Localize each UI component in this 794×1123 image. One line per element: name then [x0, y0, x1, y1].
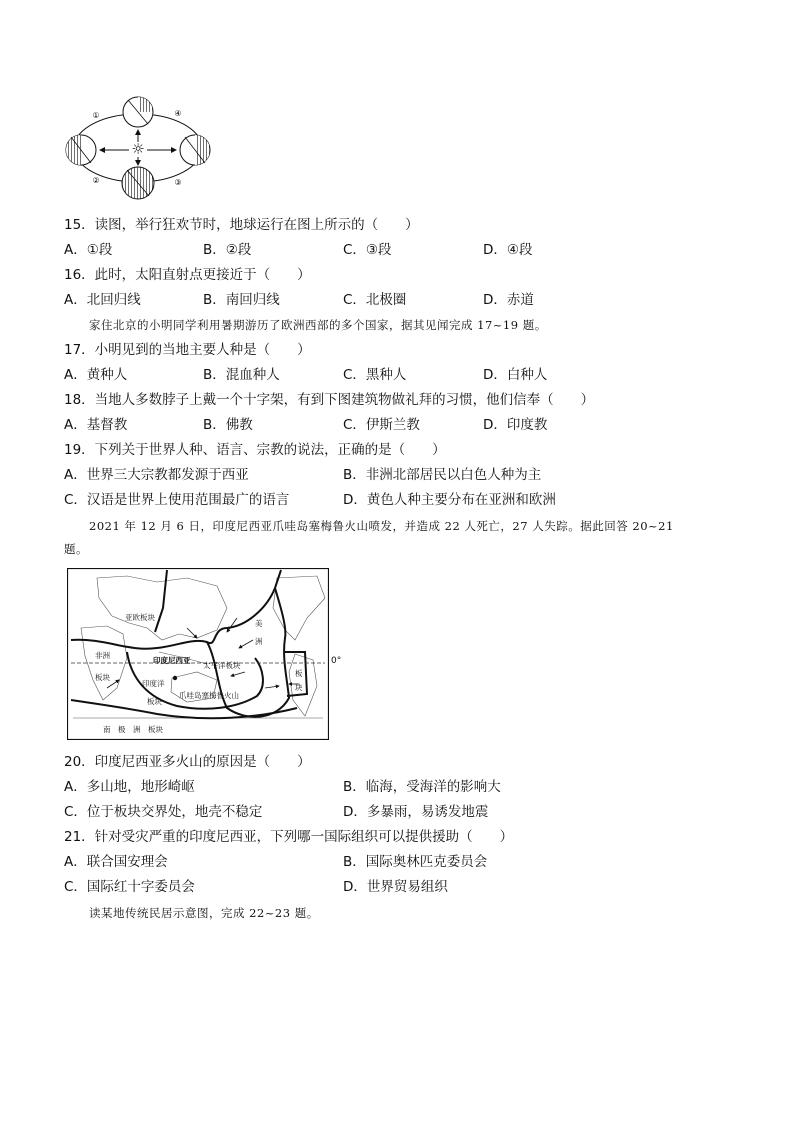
- option-b[interactable]: B．临海，受海洋的影响大: [343, 779, 501, 795]
- segment-label-1: ①: [92, 111, 100, 120]
- label-africa-1: 非洲: [95, 651, 110, 660]
- question-15: 15．读图，举行狂欢节时，地球运行在图上所示的（ ）: [64, 217, 419, 233]
- equator-label: 0°: [331, 656, 342, 666]
- question-18: 18．当地人多数脖子上戴一个十字架，有到下图建筑物做礼拜的习惯，他们信奉（ ）: [64, 392, 595, 408]
- option-d[interactable]: D．白种人: [483, 367, 548, 383]
- earth-orbit-diagram: [62, 94, 214, 202]
- label-indonesia: 印度尼西亚: [153, 656, 191, 665]
- sun-icon: ☼: [131, 140, 145, 158]
- earth-top: [123, 97, 153, 127]
- label-indian-ocean-1: 印度洋: [142, 679, 165, 688]
- label-pacific-plate: 太平洋板块: [203, 661, 241, 670]
- label-plate-2: 块: [295, 683, 303, 692]
- option-b[interactable]: B．佛教: [203, 417, 253, 433]
- label-semeru-volcano: 爪哇岛塞梅鲁火山: [179, 691, 239, 700]
- intro-volcano-line2: 题。: [64, 542, 88, 556]
- segment-label-3: ③: [174, 178, 182, 187]
- earth-left: [66, 135, 96, 165]
- question-18-options: [64, 416, 724, 434]
- option-d[interactable]: D．多暴雨，易诱发地震: [343, 804, 489, 820]
- earth-right: [180, 135, 210, 165]
- option-c[interactable]: C．位于板块交界处，地壳不稳定: [64, 804, 263, 820]
- question-20-options-row2: [64, 803, 724, 821]
- label-africa-2: 板块: [95, 673, 110, 682]
- label-america-1: 美: [255, 619, 263, 628]
- question-15-options: [64, 241, 724, 259]
- option-c[interactable]: C．北极圈: [343, 292, 407, 308]
- intro-europe: 家住北京的小明同学利用暑期游历了欧洲西部的多个国家，据其见闻完成 17~19 题。: [89, 318, 547, 332]
- question-17: 17．小明见到的当地主要人种是（ ）: [64, 342, 311, 358]
- option-a[interactable]: A．基督教: [64, 417, 128, 433]
- plate-map: [67, 568, 329, 740]
- earth-orbit-figure: [62, 94, 214, 202]
- intro-volcano-line1: 2021 年 12 月 6 日，印度尼西亚爪哇岛塞梅鲁火山喷发，并造成 22 人死亡，27 人失踪。据此回答 20~21: [89, 519, 674, 533]
- segment-label-2: ②: [92, 176, 100, 185]
- option-a[interactable]: A．世界三大宗教都发源于西亚: [64, 467, 249, 483]
- question-20: 20．印度尼西亚多火山的原因是（ ）: [64, 754, 311, 770]
- option-b[interactable]: B．非洲北部居民以白色人种为主: [343, 467, 542, 483]
- option-c[interactable]: C．伊斯兰教: [343, 417, 420, 433]
- label-indian-ocean-2: 板块: [147, 697, 162, 706]
- segment-label-4: ④: [174, 109, 182, 118]
- label-america-2: 洲: [255, 637, 263, 646]
- option-d[interactable]: D．黄色人种主要分布在亚洲和欧洲: [343, 492, 556, 508]
- option-a[interactable]: A．①段: [64, 242, 113, 258]
- option-d[interactable]: D．赤道: [483, 292, 534, 308]
- option-b[interactable]: B．国际奥林匹克委员会: [343, 854, 488, 870]
- plate-map-figure: [67, 568, 329, 740]
- option-d[interactable]: D．④段: [483, 242, 533, 258]
- option-c[interactable]: C．汉语是世界上使用范围最广的语言: [64, 492, 290, 508]
- option-c[interactable]: C．国际红十字委员会: [64, 879, 195, 895]
- intro-dwelling: 读某地传统民居示意图，完成 22~23 题。: [89, 906, 319, 920]
- question-19: 19．下列关于世界人种、语言、宗教的说法，正确的是（ ）: [64, 442, 446, 458]
- option-b[interactable]: B．②段: [203, 242, 252, 258]
- option-d[interactable]: D．世界贸易组织: [343, 879, 448, 895]
- question-19-options-row2: [64, 491, 724, 509]
- question-20-options-row1: [64, 778, 724, 796]
- question-19-options-row1: [64, 466, 724, 484]
- question-16-options: [64, 291, 724, 309]
- option-c[interactable]: C．③段: [343, 242, 392, 258]
- question-21: 21．针对受灾严重的印度尼西亚，下列哪一国际组织可以提供援助（ ）: [64, 829, 514, 845]
- option-a[interactable]: A．多山地，地形崎岖: [64, 779, 195, 795]
- option-b[interactable]: B．混血种人: [203, 367, 280, 383]
- option-a[interactable]: A．黄种人: [64, 367, 128, 383]
- option-a[interactable]: A．联合国安理会: [64, 854, 168, 870]
- semeru-volcano-marker: [173, 676, 177, 680]
- label-plate-1: 板: [295, 669, 303, 678]
- label-antarctic-plate: 南 极 洲 板块: [103, 725, 163, 734]
- question-21-options-row2: [64, 878, 724, 896]
- option-a[interactable]: A．北回归线: [64, 292, 141, 308]
- question-21-options-row1: [64, 853, 724, 871]
- label-eurasian-plate: 亚欧板块: [125, 613, 155, 622]
- question-17-options: [64, 366, 724, 384]
- option-c[interactable]: C．黑种人: [343, 367, 407, 383]
- option-d[interactable]: D．印度教: [483, 417, 548, 433]
- option-b[interactable]: B．南回归线: [203, 292, 280, 308]
- question-16: 16．此时，太阳直射点更接近于（ ）: [64, 267, 311, 283]
- earth-bottom: [122, 167, 154, 199]
